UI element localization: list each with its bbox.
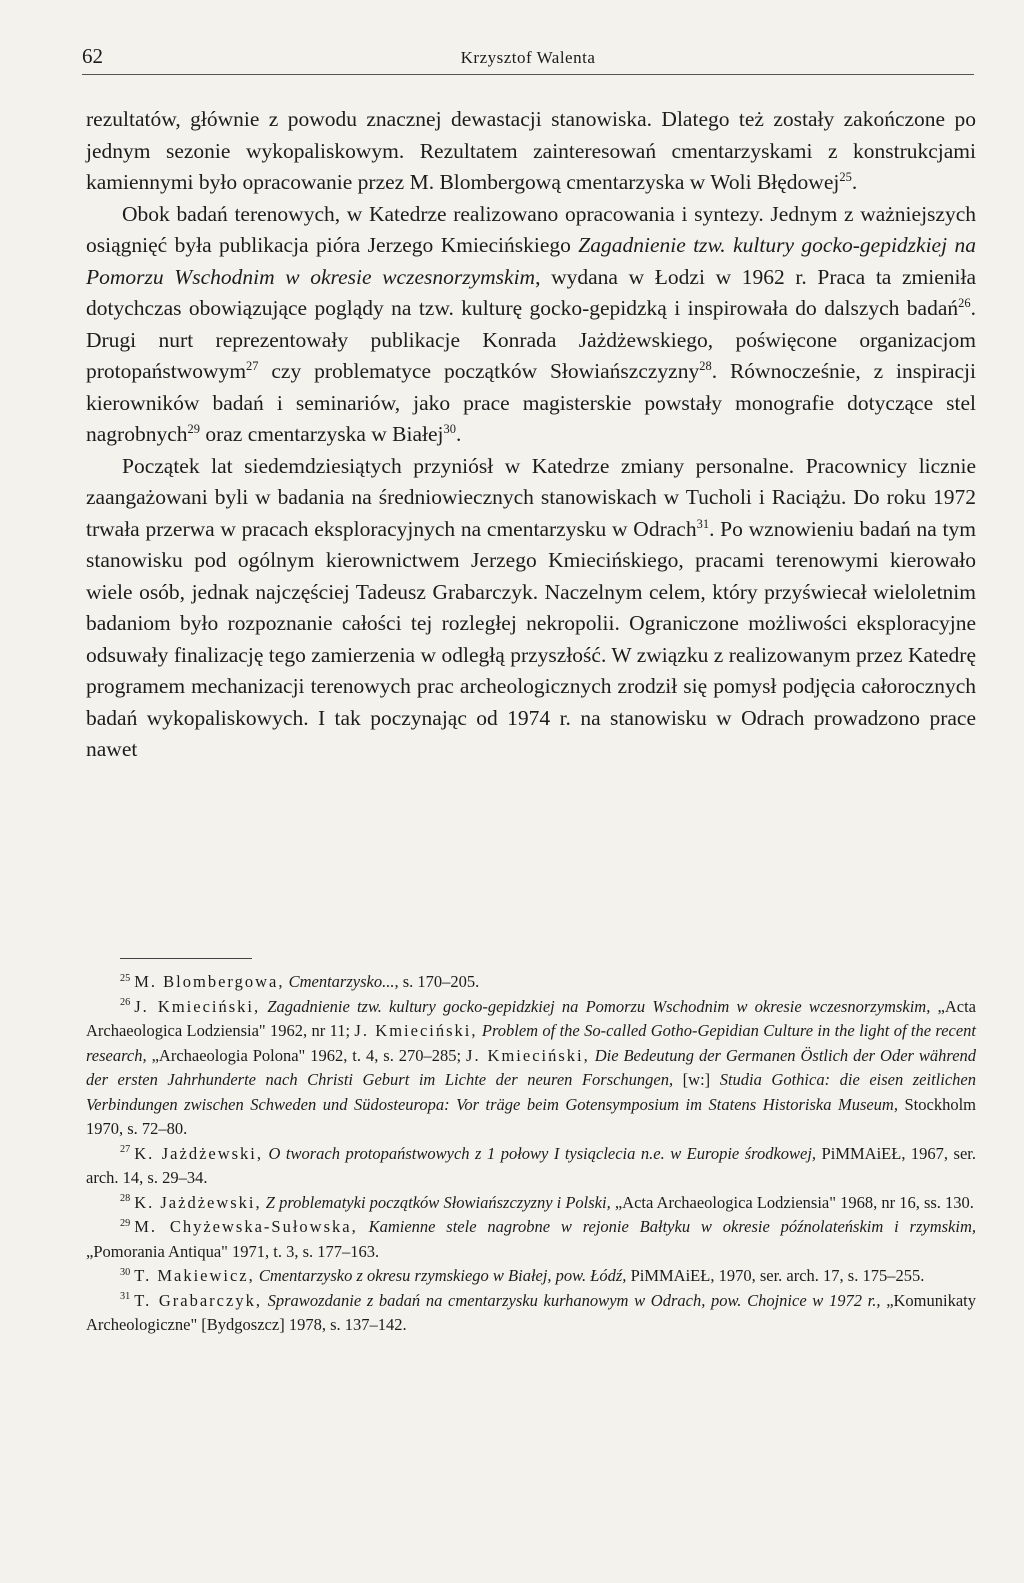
- footnote-ref-25[interactable]: 25: [839, 169, 852, 184]
- footnote-title: Z problematyki początków Słowiańszczyzny i Polski,: [265, 1192, 611, 1212]
- footnote-number: 28: [120, 1193, 131, 1204]
- text-run: .: [456, 422, 462, 446]
- footnote-25: [86, 970, 976, 995]
- text-run: . Równocześnie, z inspiracji kierowników badań i seminariów, jako prace magisterskie powstały monografie dotyczące stel nagrobnych: [86, 359, 976, 446]
- footnote-title: Cmentarzysko...: [288, 972, 395, 991]
- footnote-author: J. Kmieciński,: [466, 1045, 590, 1065]
- footnote-number: 29: [120, 1217, 131, 1229]
- footnote-text: „Acta Archaeologica Lodziensia" 1968, nr 16, ss. 130.: [610, 1192, 974, 1212]
- footnote-text: PiMMAiEŁ, 1970, ser. arch. 17, s. 175–255.: [626, 1266, 925, 1285]
- body-text: [86, 104, 976, 766]
- header-rule: [82, 74, 974, 75]
- footnote-text: , s. 170–205.: [394, 972, 480, 991]
- paragraph-1: [86, 104, 976, 199]
- book-title: Zagadnienie tzw. kultury gocko-gepidzkiej na Pomorzu Wschodnim w okresie wczesnorzymskim: [86, 233, 976, 289]
- text-run: czy problematyce początków Słowiańszczyzny: [258, 359, 700, 383]
- footnote-title: Sprawozdanie z badań na cmentarzysku kurhanowym w Odrach, pow. Chojnice w 1972 r.,: [267, 1290, 881, 1310]
- footnote-ref-27[interactable]: 27: [246, 358, 259, 373]
- footnote-number: 27: [120, 1144, 131, 1155]
- footnote-title: Zagadnienie tzw. kultury gocko-gepidzkiej na Pomorzu Wschodnim w okresie wczesnorzymskim,: [267, 996, 931, 1016]
- footnotes: [86, 970, 976, 1338]
- footnote-31: [86, 1289, 976, 1338]
- footnote-text: PiMMAiEŁ, 1967, ser. arch. 14, s. 29–34.: [86, 1143, 976, 1187]
- text-run: Początek lat siedemdziesiątych przyniósł w Katedrze zmiany personalne. Pracownicy licznie zaangażowani byli w badania na średniowiecznych stanowiskach w Tucholi i Raciążu. Do roku 1972 trwała przerwa w pracach eksploracyjnych na cmentarzysku w Odrach: [86, 453, 976, 541]
- footnote-author: T. Grabarczyk,: [134, 1290, 262, 1310]
- footnote-number: 30: [120, 1266, 131, 1278]
- footnote-ref-31[interactable]: 31: [696, 516, 710, 531]
- text-run: . Drugi nurt reprezentowały publikacje Konrada Jażdżewskiego, poświęcone organizacjom protopaństwowym: [86, 296, 976, 383]
- footnote-author: M. Blombergowa,: [134, 972, 285, 991]
- footnote-30: [86, 1264, 976, 1289]
- footnote-29: [86, 1215, 976, 1264]
- footnote-title: Cmentarzysko z okresu rzymskiego w Białej, pow. Łódź,: [258, 1266, 627, 1285]
- text-run: . Po wznowieniu badań na tym stanowisku pod ogólnym kierownictwem Jerzego Kmiecińskiego, pracami terenowymi kierowało wiele osób, jednak najczęściej Tadeusz Grabarczyk. Naczelnym celem, który przyświecał wieloletnim badaniom było rozpoznanie całości tej rozległej nekropolii. Ograniczone możliwości eksploracyjne odsuwały finalizację tego zamierzenia w odległą przyszłość. W związku z realizowanym przez Katedrę programem mechanizacji terenowych prac archeologicznych zrodził się pomysł podjęcia całorocznych badań wykopaliskowych. I tak poczynając od 1974 r. na stanowisku w Odrach prowadzono prace nawet: [86, 516, 976, 761]
- footnote-number: 31: [120, 1291, 131, 1302]
- footnote-author: T. Makiewicz,: [134, 1266, 255, 1285]
- footnote-title: Kamienne stele nagrobne w rejonie Bałtyku w okresie późnolateńskim i rzymskim,: [368, 1217, 977, 1236]
- footnote-title: Die Bedeutung der Germanen Östlich der Oder während der ersten Jahrhunderte nach Christi Geburt im Lichte der neuren Forschungen,: [86, 1045, 977, 1089]
- footnote-text: Stockholm 1970, s. 72–80.: [86, 1094, 976, 1138]
- paragraph-3: [86, 451, 976, 766]
- footnote-text: „Komunikaty Archeologiczne" [Bydgoszcz] 1978, s. 137–142.: [86, 1290, 977, 1334]
- footnote-text: [w:]: [673, 1070, 720, 1089]
- footnote-27: [86, 1142, 976, 1191]
- footnote-title: Problem of the So-called Gotho-Gepidian Culture in the light of the recent research,: [86, 1021, 977, 1065]
- page-header: [82, 40, 974, 76]
- footnote-ref-28[interactable]: 28: [699, 358, 712, 373]
- footnote-title: O tworach protopaństwowych z 1 połowy I tysiąclecia n.e. w Europie środkowej,: [268, 1143, 817, 1163]
- footnote-text: „Archaeologia Polona" 1962, t. 4, s. 270–285;: [146, 1045, 467, 1065]
- footnote-ref-26[interactable]: 26: [958, 295, 971, 310]
- footnote-author: K. Jażdżewski,: [134, 1143, 264, 1163]
- footnote-text: „Pomorania Antiqua" 1971, t. 3, s. 177–163.: [86, 1241, 380, 1261]
- text-run: .: [851, 170, 858, 194]
- footnote-title: Studia Gothica: die eisen zeitlichen Verbindungen zwischen Schweden und Südosteuropa: Vor träge beim Gotensymposium im Statens Historiska Museum,: [86, 1070, 976, 1114]
- page-number: 62: [82, 44, 103, 68]
- footnote-26: [86, 995, 976, 1142]
- text-run: Obok badań terenowych, w Katedrze realizowano opracowania i syntezy. Jednym z ważniejszych osiągnięć była publikacja pióra Jerzego Kmiecińskiego: [86, 201, 976, 257]
- text-run: , wydana w Łodzi w 1962 r. Praca ta zmieniła dotychczas obowiązujące poglądy na tzw. kulturę gocko-gepidzką i inspirowała do dalszych badań: [86, 264, 977, 320]
- footnote-author: J. Kmieciński,: [134, 996, 261, 1016]
- footnote-ref-30[interactable]: 30: [443, 421, 456, 436]
- paragraph-2: [86, 199, 976, 451]
- footnote-text: „Acta Archaeologica Lodziensia" 1962, nr 11;: [86, 996, 976, 1040]
- running-head: Krzysztof Walenta: [460, 48, 596, 67]
- text-run: rezultatów, głównie z powodu znacznej dewastacji stanowiska. Dlatego też zostały zakończone po jednym sezonie wykopaliskowym. Rezultatem zainteresowań cmentarzyskami z konstrukcjami kamiennymi było opracowanie przez M. Blombergową cmentarzyska w Woli Błędowej: [86, 107, 976, 194]
- footnote-author: K. Jażdżewski,: [134, 1192, 262, 1212]
- footnote-separator: [120, 958, 252, 959]
- footnote-author: M. Chyżewska-Sułowska,: [134, 1217, 358, 1236]
- footnote-author: J. Kmieciński,: [354, 1021, 478, 1040]
- footnote-ref-29[interactable]: 29: [187, 421, 200, 436]
- text-run: oraz cmentarzyska w Białej: [199, 422, 444, 446]
- footnote-number: 25: [120, 972, 131, 984]
- footnote-28: [86, 1191, 976, 1216]
- footnote-number: 26: [120, 997, 131, 1008]
